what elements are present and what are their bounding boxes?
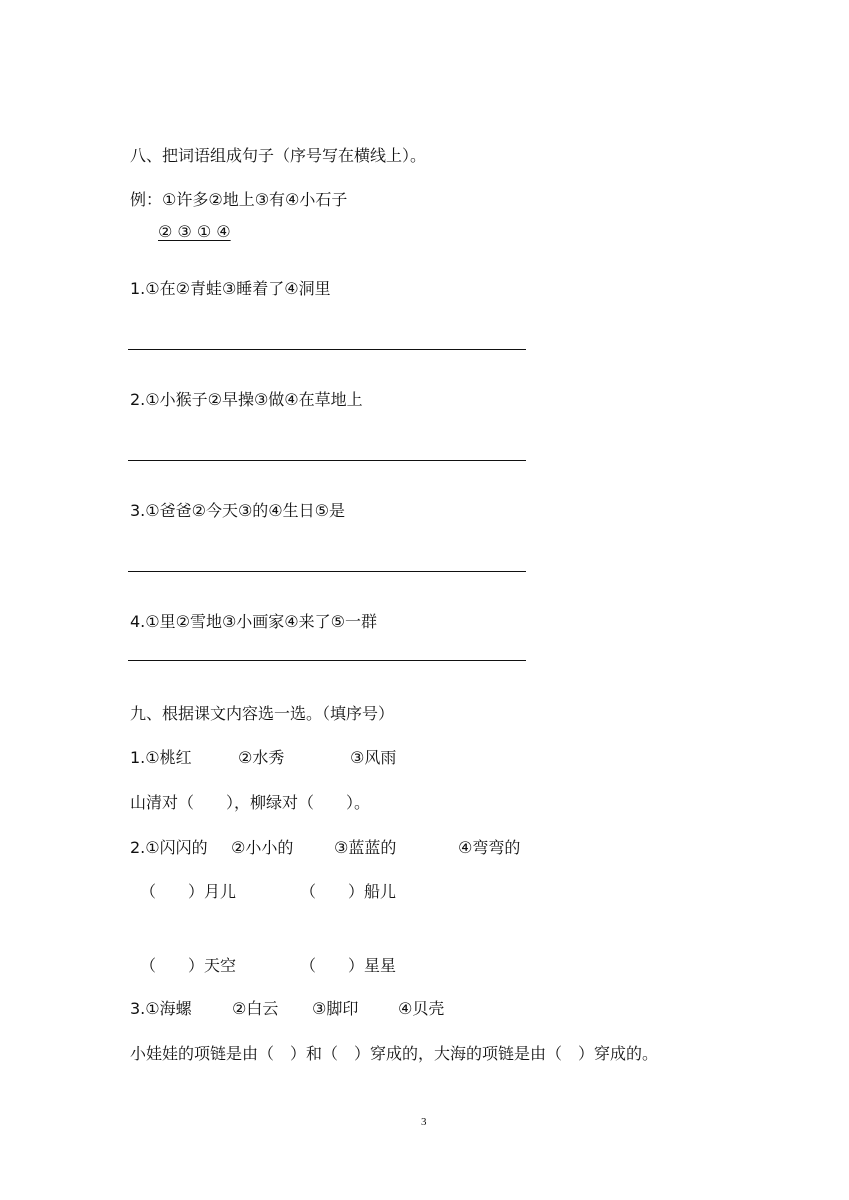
example-prompt: 例：①许多②地上③有④小石子 (130, 190, 348, 209)
q3-option-3: ③脚印 (312, 999, 359, 1018)
answer-line-4[interactable] (128, 660, 526, 661)
q2-blank-boat: （ ）船儿 (300, 882, 397, 901)
q3-option-4: ④贝壳 (398, 999, 445, 1018)
q2-option-4: ④弯弯的 (458, 838, 521, 857)
item-1: 1.①在②青蛙③睡着了④洞里 (130, 279, 331, 298)
page-number: 3 (421, 1116, 427, 1128)
q2-option-2: ②小小的 (231, 838, 294, 857)
q3-option-2: ②白云 (232, 999, 279, 1018)
q2-option-3: ③蓝蓝的 (334, 838, 397, 857)
item-4: 4.①里②雪地③小画家④来了⑤一群 (130, 612, 377, 631)
q1-option-2: ②水秀 (238, 748, 285, 767)
answer-line-2[interactable] (128, 460, 526, 461)
section-9-heading: 九、根据课文内容选一选。（填序号） (130, 704, 395, 723)
q2-blank-moon: （ ）月儿 (140, 882, 237, 901)
q3-option-1: 3.①海螺 (130, 999, 192, 1018)
q1-sentence: 山清对（ ），柳绿对（ ）。 (130, 793, 371, 812)
q2-blank-stars: （ ）星星 (300, 956, 397, 975)
q2-option-1: 2.①闪闪的 (130, 838, 208, 857)
q1-option-1: 1.①桃红 (130, 748, 192, 767)
section-8-heading: 八、把词语组成句子（序号写在横线上）。 (130, 146, 427, 165)
q3-sentence: 小娃娃的项链是由（ ）和（ ）穿成的，大海的项链是由（ ）穿成的。 (130, 1044, 659, 1063)
item-3: 3.①爸爸②今天③的④生日⑤是 (130, 501, 345, 520)
example-answer: ② ③ ① ④ (158, 222, 231, 241)
answer-line-1[interactable] (128, 349, 526, 350)
q1-option-3: ③风雨 (350, 748, 397, 767)
item-2: 2.①小猴子②早操③做④在草地上 (130, 390, 363, 409)
q2-blank-sky: （ ）天空 (140, 956, 237, 975)
answer-line-3[interactable] (128, 571, 526, 572)
